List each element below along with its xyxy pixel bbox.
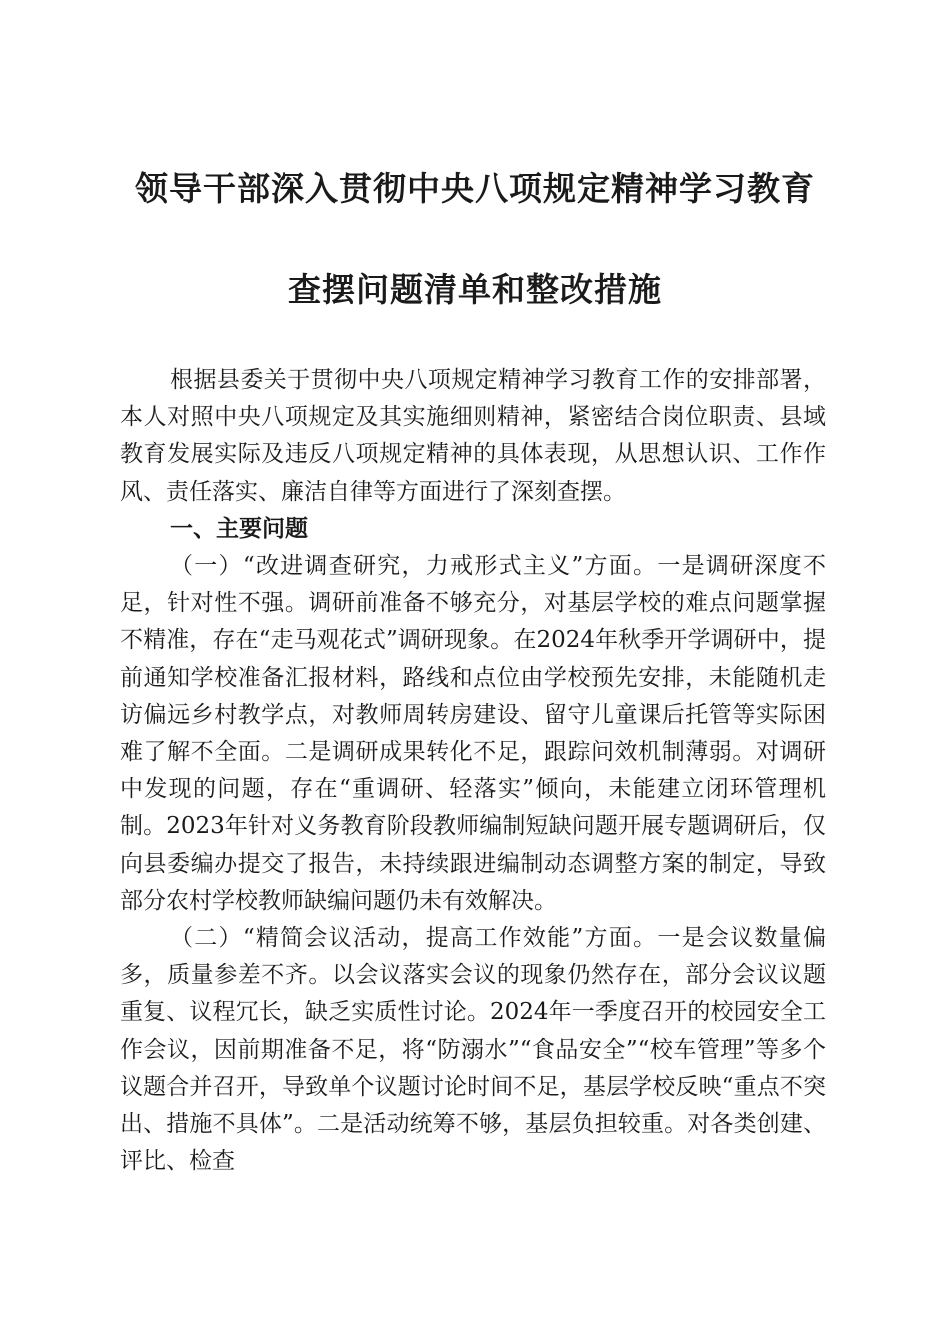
section-heading-main-problems: 一、主要问题 bbox=[170, 515, 308, 542]
problem-item-1-paragraph: （一）“改进调查研究，力戒形式主义”方面。一是调研深度不足，针对性不强。调研前准备不够充分，对基层学校的难点问题掌握不精准，存在“走马观花式”调研现象。在2024年秋季开学调研中，提前通知学校准备汇报材料，路线和点位由学校预先安排，未能随机走访偏远乡村教学点，对教师周转房建设、留守儿童课后托管等实际困难了解不全面。二是调研成果转化不足，跟踪问效机制薄弱。对调研中发现的问题，存在“重调研、轻落实”倾向，未能建立闭环管理机制。2023年针对义务教育阶段教师编制短缺问题开展专题调研后，仅向县委编办提交了报告，未持续跟进编制动态调整方案的制定，导致部分农村学校教师缺编问题仍未有效解决。 bbox=[120, 553, 826, 914]
document-body bbox=[120, 362, 826, 1180]
document-title-line-1: 领导干部深入贯彻中央八项规定精神学习教育 bbox=[135, 169, 815, 208]
document-title-line-2: 查摆问题清单和整改措施 bbox=[288, 270, 662, 309]
intro-paragraph: 根据县委关于贯彻中央八项规定精神学习教育工作的安排部署，本人对照中央八项规定及其实施细则精神，紧密结合岗位职责、县域教育发展实际及违反八项规定精神的具体表现，从思想认识、工作作风、责任落实、廉洁自律等方面进行了深刻查摆。 bbox=[120, 367, 826, 505]
problem-item-2-paragraph: （二）“精简会议活动，提高工作效能”方面。一是会议数量偏多，质量参差不齐。以会议落实会议的现象仍然存在，部分会议议题重复、议程冗长，缺乏实质性讨论。2024年一季度召开的校园安全工作会议，因前期准备不足，将“防溺水”“食品安全”“校车管理”等多个议题合并召开，导致单个议题讨论时间不足，基层学校反映“重点不突出、措施不具体”。二是活动统筹不够，基层负担较重。对各类创建、评比、检查 bbox=[120, 925, 826, 1175]
